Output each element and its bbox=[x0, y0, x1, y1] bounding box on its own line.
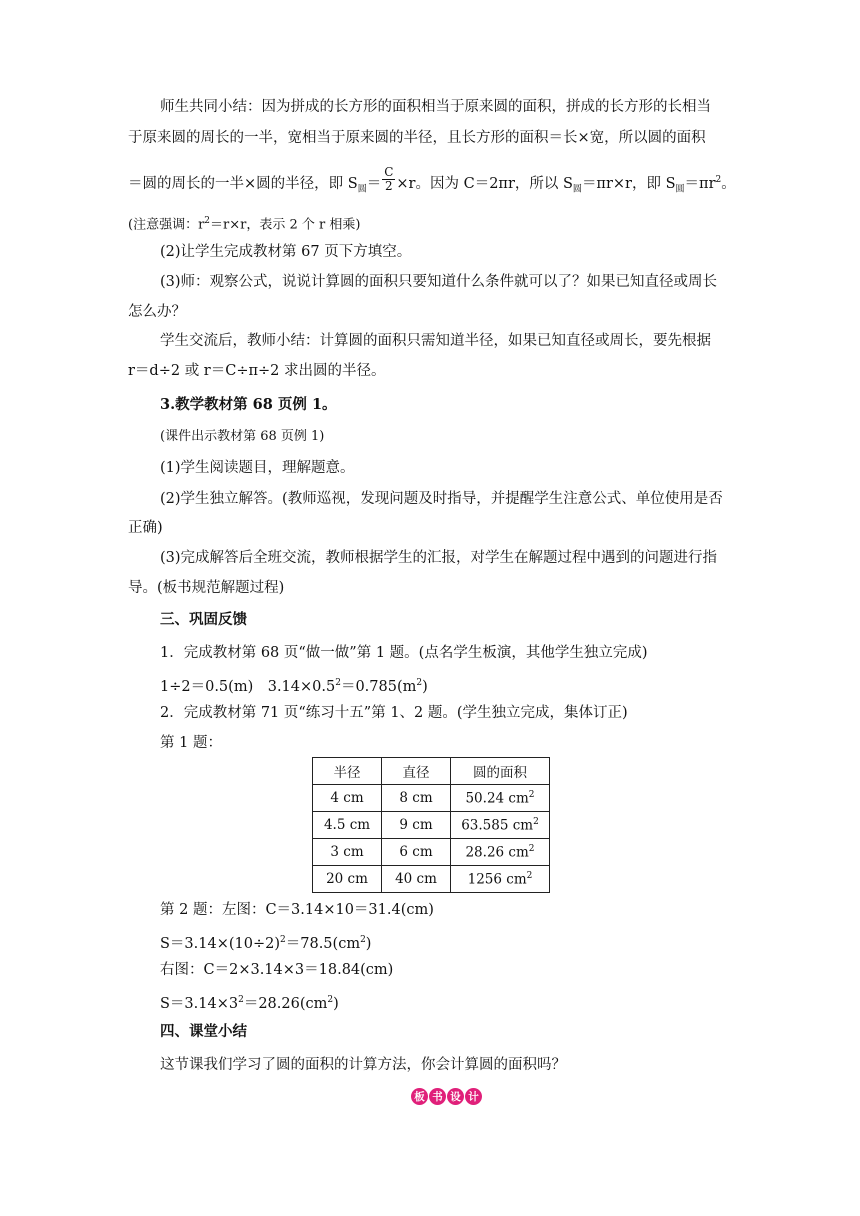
exercise2: 2．完成教材第 71 页“练习十五”第 1、2 题。(学生独立完成，集体订正) bbox=[160, 705, 628, 721]
table-cell: 3 cm bbox=[313, 839, 382, 866]
superscript: 2 bbox=[335, 678, 341, 688]
table-cell: 6 cm bbox=[382, 839, 451, 866]
superscript: 2 bbox=[416, 678, 423, 688]
section3-step2-line1: (2)学生独立解答。(教师巡视，发现问题及时指导，并提醒学生注意公式、单位使用是否 bbox=[160, 491, 723, 507]
part4-title: 四、课堂小结 bbox=[160, 1023, 247, 1040]
text: ＝ bbox=[366, 175, 382, 192]
cell-text: 28.26 cm bbox=[465, 844, 529, 861]
section3-title: 3.教学教材第 68 页例 1。 bbox=[160, 396, 337, 413]
note-line bbox=[128, 211, 360, 235]
circle-area-table bbox=[312, 757, 550, 893]
step3-line2: 怎么办？ bbox=[128, 304, 186, 320]
superscript: 2 bbox=[528, 843, 535, 854]
superscript: 2 bbox=[526, 870, 533, 881]
text: S＝3.14×3 bbox=[160, 995, 239, 1012]
fraction-c-over-2 bbox=[382, 166, 395, 193]
table-row bbox=[313, 812, 550, 839]
table-cell: 40 cm bbox=[382, 866, 451, 893]
superscript: 2 bbox=[280, 935, 286, 945]
exercise1-answer bbox=[160, 673, 428, 697]
text: (注意强调：r bbox=[128, 217, 205, 233]
cell-text: 1256 cm bbox=[467, 871, 527, 888]
table-cell bbox=[451, 839, 550, 866]
table-row bbox=[313, 785, 550, 812]
table-row bbox=[313, 866, 550, 893]
text: 1÷2＝0.5(m) 3.14×0.5 bbox=[160, 678, 336, 695]
para1-line3 bbox=[128, 165, 736, 200]
step3-line1: (3)师：观察公式，说说计算圆的面积只要知道什么条件就可以了？如果已知直径或周长 bbox=[160, 274, 718, 290]
section3-step2-line2: 正确) bbox=[128, 520, 163, 536]
question2-line2 bbox=[160, 930, 371, 954]
superscript: 2 bbox=[533, 816, 539, 827]
para1-line1: 师生共同小结：因为拼成的长方形的面积相当于原来圆的面积，拼成的长方形的长相当 bbox=[160, 99, 711, 115]
superscript: 2 bbox=[528, 789, 535, 800]
table-row bbox=[313, 839, 550, 866]
superscript: 2 bbox=[327, 995, 334, 1005]
badge-char: 计 bbox=[465, 1088, 482, 1105]
summary-line1: 学生交流后，教师小结：计算圆的面积只需知道半径，如果已知直径或周长，要先根据 bbox=[160, 333, 711, 349]
text: S＝3.14×(10÷2) bbox=[160, 935, 281, 952]
text: ) bbox=[422, 678, 428, 695]
table-cell: 9 cm bbox=[382, 812, 451, 839]
para1-line2: 于原来圆的周长的一半，宽相当于原来圆的半径，且长方形的面积＝长×宽，所以圆的面积 bbox=[128, 130, 706, 146]
text: 。 bbox=[721, 175, 736, 192]
table-cell bbox=[451, 866, 550, 893]
table-cell: 20 cm bbox=[313, 866, 382, 893]
text: ＝圆的周长的一半×圆的半径，即 S bbox=[128, 175, 358, 192]
section3-step1: (1)学生阅读题目，理解题意。 bbox=[160, 460, 355, 476]
cell-text: 63.585 cm bbox=[461, 817, 534, 834]
subscript: 圆 bbox=[572, 184, 582, 195]
part4-text: 这节课我们学习了圆的面积的计算方法，你会计算圆的面积吗？ bbox=[160, 1057, 566, 1073]
question1-label: 第 1 题： bbox=[160, 735, 222, 751]
fraction-numerator: C bbox=[384, 165, 394, 180]
text: ＝78.5(cm bbox=[285, 935, 361, 952]
superscript: 2 bbox=[360, 935, 366, 945]
table-header-diameter: 直径 bbox=[382, 758, 451, 785]
table-cell bbox=[451, 785, 550, 812]
text: ＝0.785(m bbox=[340, 678, 417, 695]
text: ＝πr×r，即 S bbox=[581, 175, 676, 192]
text: ＝28.26(cm bbox=[243, 995, 328, 1012]
section3-step3-line2: 导。(板书规范解题过程) bbox=[128, 580, 285, 596]
exercise1: 1．完成教材第 68 页“做一做”第 1 题。(点名学生板演，其他学生独立完成) bbox=[160, 645, 648, 661]
table-cell: 8 cm bbox=[382, 785, 451, 812]
table-cell: 4 cm bbox=[313, 785, 382, 812]
badge-char: 板 bbox=[411, 1088, 428, 1105]
board-design-badge bbox=[411, 1088, 482, 1105]
text: ＝r×r，表示 2 个 r 相乘) bbox=[210, 217, 361, 233]
text: ) bbox=[365, 935, 372, 952]
table-cell bbox=[451, 812, 550, 839]
subscript: 圆 bbox=[357, 184, 367, 195]
question2-line4 bbox=[160, 990, 339, 1014]
table-header-row bbox=[313, 758, 550, 785]
table-header-radius: 半径 bbox=[313, 758, 382, 785]
fraction-denominator: 2 bbox=[384, 179, 393, 194]
question2-line1: 第 2 题：左图：C＝3.14×10＝31.4(cm) bbox=[160, 902, 434, 918]
table-header-area: 圆的面积 bbox=[451, 758, 550, 785]
superscript: 2 bbox=[204, 216, 211, 226]
question2-line3: 右图：C＝2×3.14×3＝18.84(cm) bbox=[160, 962, 394, 978]
badge-char: 设 bbox=[447, 1088, 464, 1105]
cell-text: 50.24 cm bbox=[465, 790, 529, 807]
text: ＝πr bbox=[684, 175, 716, 192]
part3-title: 三、巩固反馈 bbox=[160, 611, 247, 628]
superscript: 2 bbox=[238, 995, 244, 1005]
section3-step3-line1: (3)完成解答后全班交流，教师根据学生的汇报，对学生在解题过程中遇到的问题进行指 bbox=[160, 550, 718, 566]
step2-line: (2)让学生完成教材第 67 页下方填空。 bbox=[160, 244, 412, 260]
summary-line2: r＝d÷2 或 r＝C÷π÷2 求出圆的半径。 bbox=[128, 363, 386, 379]
section3-note: (课件出示教材第 68 页例 1) bbox=[160, 429, 325, 444]
text: ) bbox=[333, 995, 339, 1012]
table-cell: 4.5 cm bbox=[313, 812, 382, 839]
superscript: 2 bbox=[715, 175, 722, 185]
subscript: 圆 bbox=[675, 184, 685, 195]
badge-char: 书 bbox=[429, 1088, 446, 1105]
text: ×r。因为 C＝2πr，所以 S bbox=[396, 175, 573, 192]
